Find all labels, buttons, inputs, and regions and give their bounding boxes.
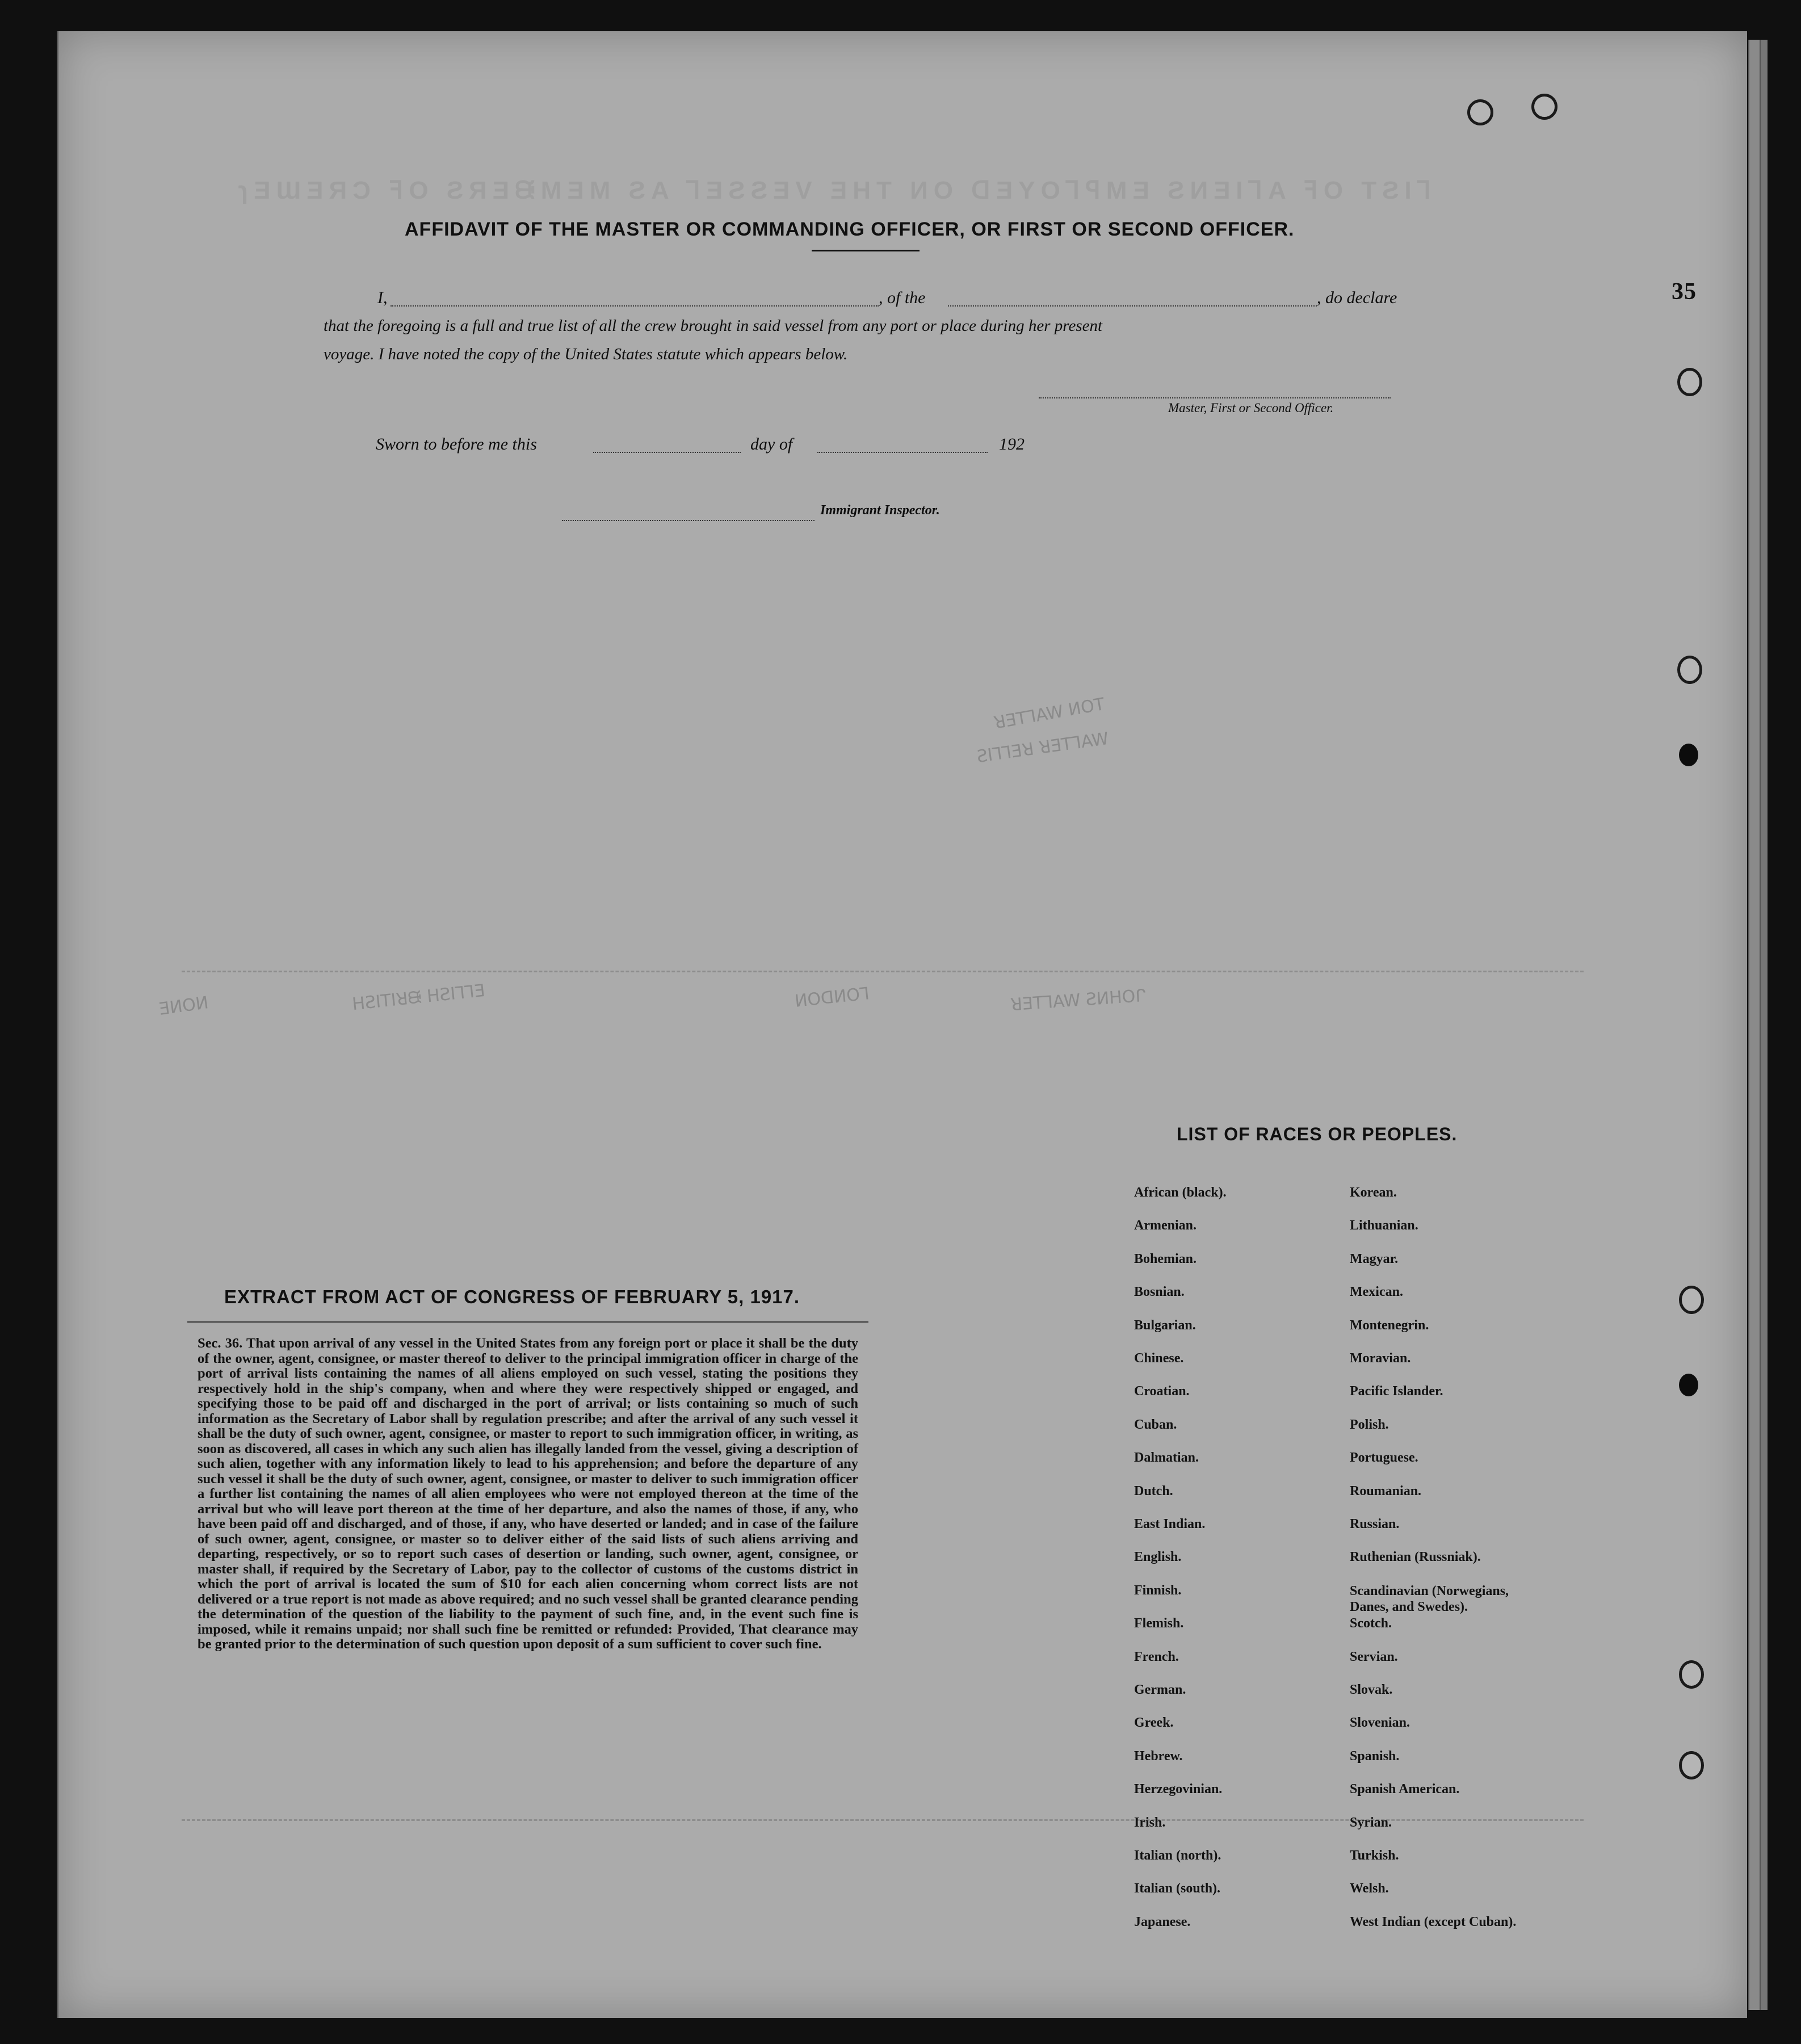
sworn-month-field[interactable]: [817, 452, 988, 453]
race-left-item: Bulgarian.: [1134, 1317, 1196, 1333]
binder-hole: [1679, 1286, 1704, 1314]
race-right-item: Spanish American.: [1350, 1782, 1460, 1797]
race-left-item: Italian (north).: [1134, 1848, 1221, 1863]
race-left-item: Finnish.: [1134, 1583, 1182, 1598]
bleed-through-rule: [182, 971, 1584, 972]
day-of-label: day of: [750, 435, 793, 454]
bleed-through-handwriting: ИOꓷИOꓶ: [794, 984, 871, 1011]
race-right-item: Korean.: [1350, 1185, 1397, 1200]
race-left-item: English.: [1134, 1550, 1182, 1565]
races-title: LIST OF RACES OR PEOPLES.: [1177, 1124, 1458, 1144]
race-right-item: Roumanian.: [1350, 1483, 1422, 1499]
race-right-item: Magyar.: [1350, 1251, 1399, 1266]
race-left-item: Bohemian.: [1134, 1251, 1197, 1266]
race-right-item: Welsh.: [1350, 1881, 1389, 1896]
race-left-item: Japanese.: [1134, 1914, 1191, 1929]
extract-body: Sec. 36. That upon arrival of any vessel in the United States from any foreign port or place it shall be the duty of the owner, agent, consignee, or master thereof to deliver to the principal immigration officer in charge of the port of arrival lists containing the names of all aliens employed on such vessel, stating the positions they respectively hold in the ship's company, when and where they were respectively shipped or engaged, and specifying those to be paid off and discharged in the port of arrival; or lists containing so much of such information as the Secretary of Labor shall by regulation prescribe; and after the arrival of any such vessel it shall be the duty of such owner, agent, consignee, or master to report to such immigration officer, in writing, as soon as discovered, all cases in which any such alien has illegally landed from the vessel, giving a description of such alien, together with any information likely to lead to his apprehension; and before the departure of any such vessel it shall be the duty of such owner, agent, consignee, or master to deliver to such immigration officer a further list containing the names of all alien employees who were not employed thereon at the time of the arrival but who will leave port thereon at the time of her departure, and also the names of those, if any, who have been paid off and discharged, and of those, if any, who have deserted or landed; and in case of the failure of such owner, agent, consignee, or master so to deliver either of the said lists of such aliens arriving and departing, respectively, or so to report such cases of desertion or landing, such owner, agent, consignee, or master shall, if required by the Secretary of Labor, pay to the collector of customs of the customs district in which the port of arrival is located the sum of $10 for each alien concerning whom correct lists are not delivered or a true report is not made as above required; and no such vessel shall be granted clearance pending the determination of the question of the liability to the payment of such fine, and, in the event such fine is imposed, while it remains unpaid; nor shall such fine be remitted or refunded: Provided, That clearance may be granted prior to the determination of such question upon deposit of a sum sufficient to cover such fine.: [198, 1336, 858, 1652]
master-name-field[interactable]: [391, 305, 879, 307]
sheet-edge: [1748, 40, 1760, 2010]
officer-caption: Master, First or Second Officer.: [1168, 401, 1334, 415]
binder-hole: [1679, 1751, 1704, 1779]
race-left-item: African (black).: [1134, 1185, 1227, 1200]
race-right-item: Slovenian.: [1350, 1715, 1410, 1731]
race-right-item: Polish.: [1350, 1417, 1389, 1432]
sworn-label: Sworn to before me this: [376, 435, 537, 454]
race-right-item: Portuguese.: [1350, 1450, 1418, 1466]
race-right-item: Montenegrin.: [1350, 1317, 1429, 1333]
affidavit-do-declare: , do declare: [1317, 288, 1397, 307]
sworn-day-field[interactable]: [593, 452, 741, 453]
race-left-item: Hebrew.: [1134, 1748, 1183, 1764]
sheet-edge: [1760, 40, 1768, 2010]
race-left-item: Italian (south).: [1134, 1881, 1221, 1896]
race-left-item: Armenian.: [1134, 1218, 1197, 1233]
affidavit-of-the: , of the: [879, 288, 926, 307]
bleed-through-handwriting: ꓤƎTꓶAW ƧИHOᒋ: [1010, 985, 1147, 1015]
binder-hole: [1677, 656, 1702, 684]
title-underline: [812, 250, 920, 251]
extract-rule: [187, 1321, 868, 1323]
bleed-through-handwriting: ƎИOИ: [157, 993, 210, 1019]
race-left-item: German.: [1134, 1682, 1186, 1697]
race-right-item: Slovak.: [1350, 1682, 1393, 1697]
binder-hole: [1467, 99, 1493, 125]
bleed-through-handwriting: ꓤƎTꓶAW ИOT: [992, 694, 1106, 733]
officer-signature-field[interactable]: [1039, 397, 1391, 398]
race-right-item: Turkish.: [1350, 1848, 1399, 1863]
affidavit-line2: that the foregoing is a full and true list of all the crew brought in said vessel from any port or place during her present: [324, 317, 1103, 335]
inspector-caption: Immigrant Inspector.: [820, 503, 940, 518]
race-left-item: Cuban.: [1134, 1417, 1177, 1432]
inspector-signature-field[interactable]: [562, 520, 815, 521]
race-left-item: Irish.: [1134, 1815, 1166, 1830]
race-left-item: Dutch.: [1134, 1483, 1173, 1499]
race-left-item: Dalmatian.: [1134, 1450, 1199, 1466]
binder-hole: [1677, 368, 1702, 396]
race-right-item: Scandinavian (Norwegians, Danes, and Swedes).: [1350, 1583, 1509, 1614]
race-right-item: Moravian.: [1350, 1351, 1411, 1366]
race-right-item: Spanish.: [1350, 1748, 1400, 1764]
affidavit-title: AFFIDAVIT OF THE MASTER OR COMMANDING OFFICER, OR FIRST OR SECOND OFFICER.: [405, 219, 1295, 240]
bleed-through-handwriting: ƧIꓶꓶƎꓤ ꓤƎTꓶAW: [975, 728, 1110, 767]
year-label: 192: [999, 435, 1025, 454]
race-left-item: Flemish.: [1134, 1616, 1184, 1631]
bleed-through-heading: ɿƎƜƎЯƆ ꟻO ƧЯƎᙠMƎM ƧA ꓶƎƧƧƎV ƎHT ИO ᗡƎYOꓶꟼMƎ ƧИƎIꓶA ꟻO TƧIꓶ: [238, 177, 1437, 204]
affidavit-line3: voyage. I have noted the copy of the United States statute which appears below.: [324, 345, 848, 363]
race-right-item: Lithuanian.: [1350, 1218, 1418, 1233]
race-right-item: Servian.: [1350, 1649, 1398, 1664]
race-right-item: Mexican.: [1350, 1285, 1403, 1300]
bleed-through-handwriting: HƧITIꓤᙠ HƧIꓶꓶƎ: [351, 980, 486, 1015]
binder-hole: [1679, 744, 1698, 766]
binder-hole: [1531, 94, 1557, 120]
race-right-item: Scotch.: [1350, 1616, 1392, 1631]
race-right-item: West Indian (except Cuban).: [1350, 1914, 1517, 1929]
affidavit-i: I,: [377, 288, 388, 307]
race-right-item: Syrian.: [1350, 1815, 1392, 1830]
race-left-item: Chinese.: [1134, 1351, 1184, 1366]
race-left-item: French.: [1134, 1649, 1179, 1664]
extract-title: EXTRACT FROM ACT OF CONGRESS OF FEBRUARY 5, 1917.: [224, 1286, 800, 1307]
binder-hole: [1679, 1374, 1698, 1396]
race-right-item: Ruthenian (Russniak).: [1350, 1550, 1481, 1565]
vessel-name-field[interactable]: [948, 305, 1317, 307]
binder-hole: [1679, 1660, 1704, 1689]
race-right-item: Russian.: [1350, 1517, 1400, 1531]
race-left-item: Croatian.: [1134, 1384, 1190, 1399]
race-left-item: Bosnian.: [1134, 1285, 1185, 1300]
race-left-item: East Indian.: [1134, 1517, 1206, 1531]
page-number: 35: [1672, 279, 1697, 305]
race-left-item: Greek.: [1134, 1715, 1174, 1731]
race-right-item: Pacific Islander.: [1350, 1384, 1443, 1399]
race-left-item: Herzegovinian.: [1134, 1782, 1223, 1797]
